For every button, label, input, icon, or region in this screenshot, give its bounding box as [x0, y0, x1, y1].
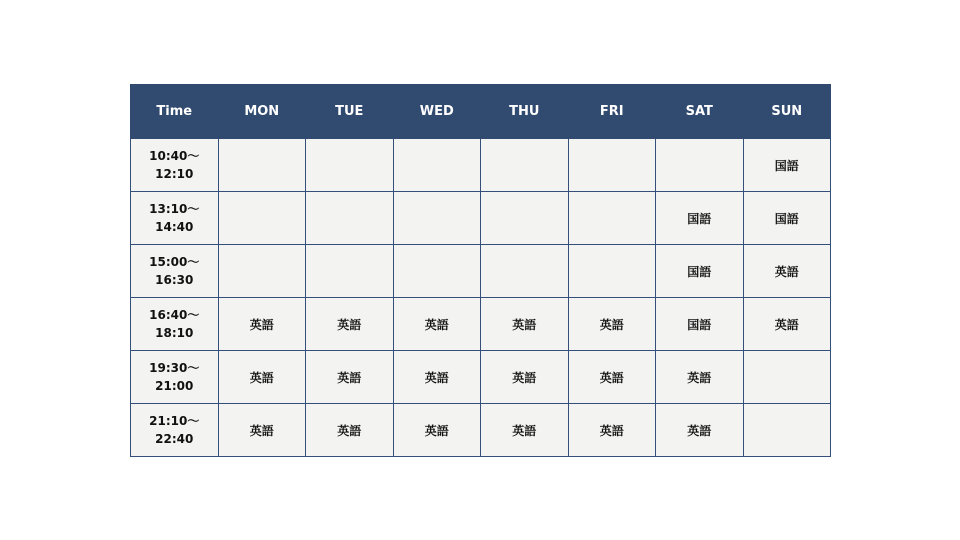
- schedule-cell-mon: 英語: [218, 404, 306, 457]
- schedule-cell-wed: [393, 192, 481, 245]
- time-slot-cell: [131, 404, 219, 457]
- table-row: [131, 192, 831, 245]
- schedule-cell-sat: [656, 139, 744, 192]
- time-slot-end: 22:40: [155, 432, 194, 446]
- header-day-sun: SUN: [743, 85, 831, 139]
- time-slot-start: 21:10〜: [149, 414, 200, 428]
- header-day-tue: TUE: [306, 85, 394, 139]
- timetable: [130, 84, 831, 457]
- table-row: [131, 351, 831, 404]
- schedule-cell-sat: 英語: [656, 351, 744, 404]
- schedule-cell-fri: [568, 192, 656, 245]
- schedule-cell-mon: 英語: [218, 298, 306, 351]
- schedule-cell-thu: [481, 139, 569, 192]
- schedule-cell-sat: 国語: [656, 298, 744, 351]
- time-slot-start: 19:30〜: [149, 361, 200, 375]
- schedule-cell-wed: 英語: [393, 298, 481, 351]
- schedule-cell-sun: 英語: [743, 298, 831, 351]
- schedule-cell-thu: [481, 192, 569, 245]
- schedule-cell-mon: [218, 192, 306, 245]
- schedule-cell-thu: 英語: [481, 298, 569, 351]
- schedule-cell-tue: 英語: [306, 298, 394, 351]
- schedule-cell-thu: 英語: [481, 404, 569, 457]
- time-slot-end: 16:30: [155, 273, 194, 287]
- time-slot-start: 16:40〜: [149, 308, 200, 322]
- schedule-cell-sun: [743, 351, 831, 404]
- schedule-cell-thu: [481, 245, 569, 298]
- header-day-sat: SAT: [656, 85, 744, 139]
- schedule-cell-mon: [218, 139, 306, 192]
- time-slot-end: 18:10: [155, 326, 194, 340]
- header-row: [131, 85, 831, 139]
- schedule-cell-thu: 英語: [481, 351, 569, 404]
- schedule-cell-fri: [568, 245, 656, 298]
- time-slot-cell: [131, 192, 219, 245]
- schedule-cell-sat: 国語: [656, 245, 744, 298]
- schedule-cell-fri: 英語: [568, 404, 656, 457]
- schedule-cell-sun: [743, 404, 831, 457]
- table-row: [131, 245, 831, 298]
- header-day-mon: MON: [218, 85, 306, 139]
- schedule-cell-sun: 国語: [743, 192, 831, 245]
- schedule-cell-tue: 英語: [306, 404, 394, 457]
- schedule-cell-sun: 国語: [743, 139, 831, 192]
- table-row: [131, 404, 831, 457]
- time-slot-cell: [131, 139, 219, 192]
- time-slot-end: 21:00: [155, 379, 194, 393]
- schedule-cell-wed: [393, 139, 481, 192]
- header-day-thu: THU: [481, 85, 569, 139]
- schedule-cell-fri: [568, 139, 656, 192]
- schedule-cell-tue: [306, 192, 394, 245]
- time-slot-end: 12:10: [155, 167, 194, 181]
- schedule-cell-tue: [306, 139, 394, 192]
- header-day-fri: FRI: [568, 85, 656, 139]
- schedule-cell-sat: 英語: [656, 404, 744, 457]
- schedule-cell-wed: 英語: [393, 404, 481, 457]
- time-slot-cell: [131, 298, 219, 351]
- time-slot-start: 13:10〜: [149, 202, 200, 216]
- header-day-wed: WED: [393, 85, 481, 139]
- header-time: Time: [131, 85, 219, 139]
- schedule-cell-fri: 英語: [568, 298, 656, 351]
- time-slot-start: 15:00〜: [149, 255, 200, 269]
- time-slot-start: 10:40〜: [149, 149, 200, 163]
- time-slot-cell: [131, 245, 219, 298]
- schedule-cell-tue: [306, 245, 394, 298]
- table-row: [131, 298, 831, 351]
- time-slot-cell: [131, 351, 219, 404]
- schedule-cell-tue: 英語: [306, 351, 394, 404]
- schedule-cell-mon: 英語: [218, 351, 306, 404]
- schedule-cell-wed: 英語: [393, 351, 481, 404]
- schedule-cell-mon: [218, 245, 306, 298]
- schedule-cell-sun: 英語: [743, 245, 831, 298]
- time-slot-end: 14:40: [155, 220, 194, 234]
- schedule-cell-wed: [393, 245, 481, 298]
- schedule-cell-fri: 英語: [568, 351, 656, 404]
- schedule-cell-sat: 国語: [656, 192, 744, 245]
- table-row: [131, 139, 831, 192]
